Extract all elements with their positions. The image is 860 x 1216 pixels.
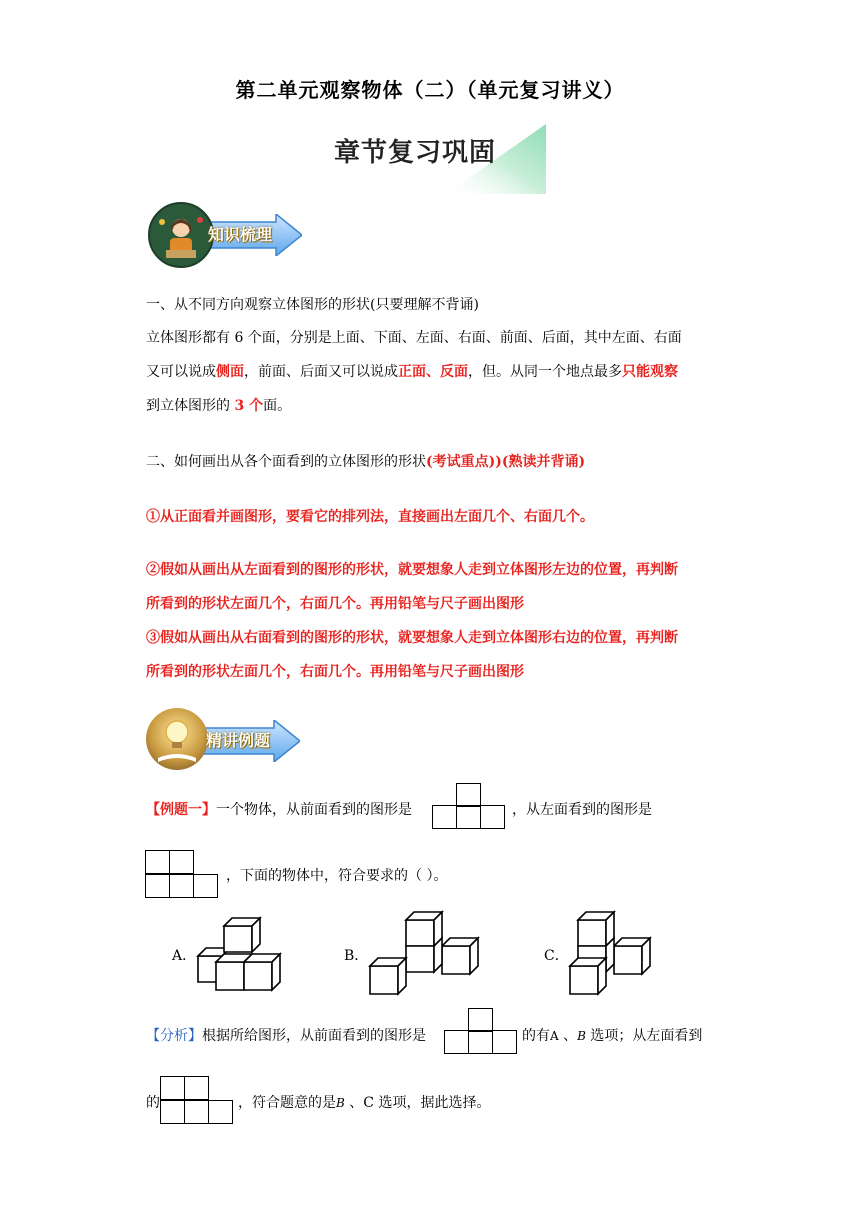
grid-cell [456,783,481,807]
section1-line2 [146,362,678,382]
grid-cell [444,1030,469,1054]
option-a-label: A． [172,948,197,964]
highlight-three: 3 个 [234,398,264,414]
text-segment: 、 [558,1028,578,1044]
analysis-line1 [146,1026,426,1046]
example-label: 【例题一】 [146,802,216,818]
text-segment: 二、如何画出从各个面看到的立体图形的形状 [146,454,426,470]
text-segment: ，前面、后面又可以说成 [244,364,398,380]
option-c-cubes [566,908,662,998]
text-segment: ，但。从同一个地点最多 [468,364,622,380]
teacher-avatar [148,202,214,268]
text-segment: 的有 [522,1028,550,1044]
analysis-line2 [238,1093,490,1113]
example1-line1 [146,800,412,820]
grid-cell [145,850,170,874]
examples-tag [146,708,306,772]
analysis-line1-tail [522,1026,702,1046]
example1-line1-tail: ，从左面看到的图形是 [512,802,652,818]
option-a-cubes [194,912,286,994]
grid-cell [432,805,457,829]
page-title: 第二单元观察物体（二）（单元复习讲义） [235,78,625,102]
highlight-front-back: 正面、反面 [398,364,468,380]
highlight-only-observe: 只能观察 [622,364,678,380]
grid-cell [145,874,170,898]
example1-line2: ，下面的物体中，符合要求的（ ）。 [226,868,448,884]
option-b-cubes [366,908,482,998]
rule-2-line2: 所看到的形状左面几个，右面几个。再用铅笔与尺子画出图形 [146,596,524,612]
option-ref: C [363,1095,374,1111]
text-segment: 又可以说成 [146,364,216,380]
rule-3-line1: ③假如从画出从右面看到的图形的形状，就要想象人走到立体图形右边的位置，再判断 [146,630,678,646]
banner-title: 章节复习巩固 [334,138,497,168]
grid-cell [160,1100,185,1124]
text-segment: 选项，据此选择。 [374,1095,491,1111]
analysis-label: 【分析】 [146,1028,202,1044]
grid-cell [456,805,481,829]
chapter-banner [334,124,546,194]
rule-1: ①从正面看并画图形，要看它的排列法，直接画出左面几个、右面几个。 [146,509,594,525]
lightbulb-avatar [146,708,208,770]
grid-cell [468,1008,493,1032]
section2-heading [146,452,585,472]
analysis-line2-head: 的 [146,1095,160,1111]
section1-line3 [146,396,291,416]
teacher-icon [150,204,212,266]
text-segment: 到立体图形的 [146,398,235,414]
rule-3-line2: 所看到的形状左面几个，右面几个。再用铅笔与尺子画出图形 [146,664,524,680]
rule-2-line1: ②假如从画出从左面看到的图形的形状，就要想象人走到立体图形左边的位置，再判断 [146,562,678,578]
grid-cell [184,1100,209,1124]
grid-cell [160,1076,185,1100]
grid-cell [208,1100,233,1124]
highlight-key-point: (考试重点))(熟读并背诵) [426,454,586,470]
grid-cell [193,874,218,898]
option-b-label: B． [344,948,369,964]
grid-cell [184,1076,209,1100]
option-c-label: C． [544,948,569,964]
section1-heading: 一、从不同方向观察立体图形的形状(只要理解不背诵) [146,297,479,313]
grid-cell [468,1030,493,1054]
highlight-side: 侧面 [216,364,244,380]
text-segment: 根据所给图形，从前面看到的图形是 [202,1028,426,1044]
text-segment: 面。 [263,398,292,414]
text-segment: ，符合题意的是 [238,1095,336,1111]
grid-cell [169,874,194,898]
grid-cell [169,850,194,874]
knowledge-tag-label: 知识梳理 [208,225,273,244]
grid-cell [492,1030,517,1054]
examples-tag-label: 精讲例题 [206,731,271,750]
section1-line1: 立体图形都有 6 个面，分别是上面、下面、左面、右面、前面、后面，其中左面、右面 [146,330,682,346]
lightbulb-icon [146,708,208,770]
knowledge-tag [148,202,308,266]
option-ref: A [550,1029,559,1043]
text-segment: 选项；从左面看到 [585,1028,703,1044]
text-segment: 一个物体，从前面看到的图形是 [216,802,412,818]
text-segment: 、 [344,1095,364,1111]
option-ref: B [336,1096,345,1110]
grid-cell [480,805,505,829]
option-ref: B [577,1029,586,1043]
